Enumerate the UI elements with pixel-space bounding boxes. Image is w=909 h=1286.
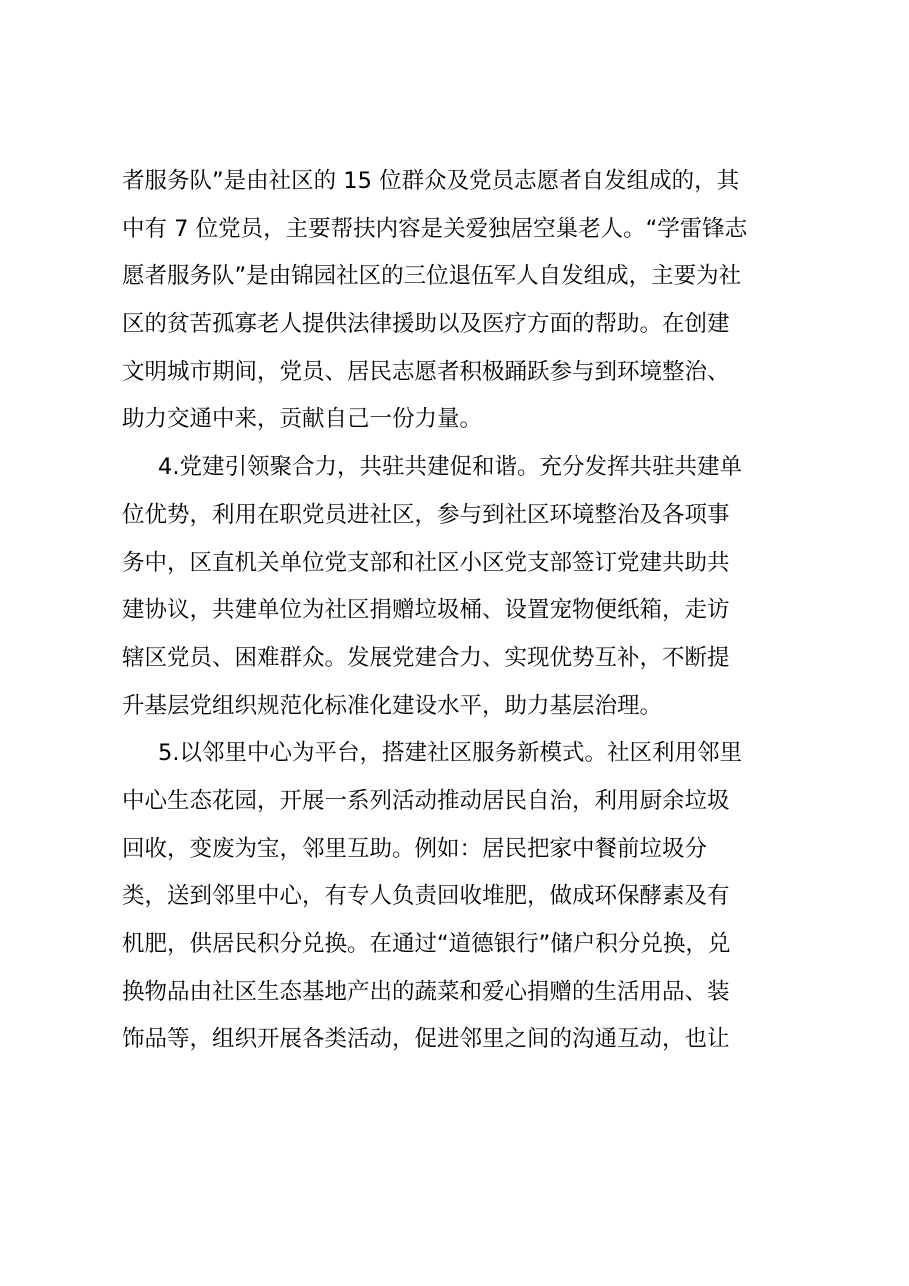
paragraph-start-line: 4.党建引领聚合力，共驻共建促和谐。充分发挥共驻共建单 bbox=[158, 454, 742, 481]
text-line: 者服务队”是由社区的 15 位群众及党员志愿者自发组成的，其 bbox=[122, 168, 740, 194]
text-line: 机肥，供居民积分兑换。在通过“道德银行”储户积分兑换，兑 bbox=[122, 931, 731, 957]
text-line: 升基层党组织规范化标准化建设水平，助力基层治理。 bbox=[122, 692, 663, 719]
text-line: 务中，区直机关单位党支部和社区小区党支部签订党建共助共 bbox=[122, 549, 730, 576]
text-line: 区的贫苦孤寡老人提供法律援助以及医疗方面的帮助。在创建 bbox=[122, 311, 730, 338]
text-line: 辖区党员、困难群众。发展党建合力、实现优势互补，不断提 bbox=[122, 644, 730, 671]
text-line: 愿者服务队”是由锦园社区的三位退伍军人自发组成，主要为社 bbox=[122, 263, 742, 290]
body-text bbox=[122, 158, 822, 1064]
text-line: 建协议，共建单位为社区捐赠垃圾桶、设置宠物便纸箱，走访 bbox=[122, 597, 730, 624]
text-line: 换物品由社区生态基地产出的蔬菜和爱心捐赠的生活用品、装 bbox=[122, 978, 730, 1005]
text-line: 助力交通中来，贡献自己一份力量。 bbox=[122, 406, 483, 433]
text-line: 回收，变废为宝，邻里互助。例如：居民把家中餐前垃圾分 bbox=[122, 835, 708, 862]
text-line: 中心生态花园，开展一系列活动推动居民自治，利用厨余垃圾 bbox=[122, 787, 730, 814]
text-line: 中有 7 位党员，主要帮扶内容是关爱独居空巢老人。“学雷锋志 bbox=[122, 215, 748, 242]
text-line: 类，送到邻里中心，有专人负责回收堆肥，做成环保酵素及有 bbox=[122, 883, 730, 910]
paragraph-start-line: 5.以邻里中心为平台，搭建社区服务新模式。社区利用邻里 bbox=[158, 740, 742, 767]
text-line: 文明城市期间，党员、居民志愿者积极踊跃参与到环境整治、 bbox=[122, 358, 730, 385]
text-line: 饰品等，组织开展各类活动，促进邻里之间的沟通互动，也让 bbox=[122, 1026, 730, 1053]
text-line: 位优势，利用在职党员进社区，参与到社区环境整治及各项事 bbox=[122, 501, 730, 528]
